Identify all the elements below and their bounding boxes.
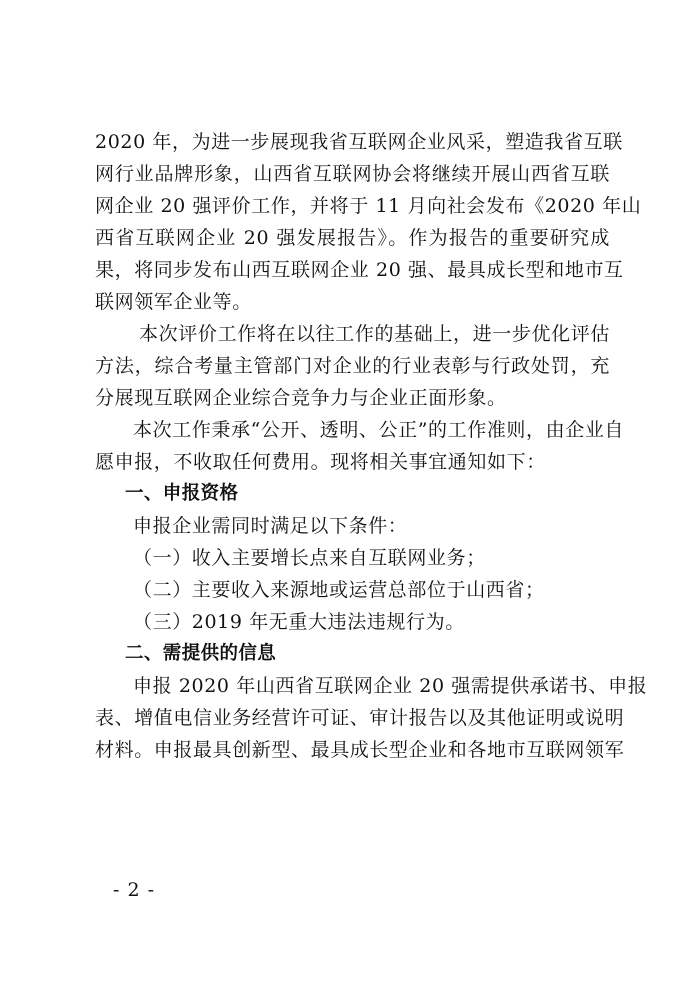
paragraph-line: 本次工作秉承“公开、透明、公正”的工作准则，由企业自: [133, 419, 625, 441]
list-item: （三）2019 年无重大违法违规行为。: [133, 611, 465, 633]
document-body: [95, 126, 648, 766]
page-number: - 2 -: [113, 879, 156, 901]
list-item: （一）收入主要增长点来自互联网业务；: [133, 547, 486, 569]
paragraph-line: 方法，综合考量主管部门对企业的行业表彰与行政处罚，充: [95, 355, 610, 377]
list-item: （二）主要收入来源地或运营总部位于山西省；: [133, 579, 545, 601]
paragraph-line: 表、增值电信业务经营许可证、审计报告以及其他证明或说明: [95, 707, 625, 729]
paragraph-line: 2020 年，为进一步展现我省互联网企业风采，塑造我省互联: [95, 131, 623, 153]
paragraph-line: 网行业品牌形象，山西省互联网协会将继续开展山西省互联: [95, 163, 610, 185]
section-heading: 二、需提供的信息: [125, 643, 277, 664]
paragraph-line: 网企业 20 强评价工作，并将于 11 月向社会发布《2020 年山: [95, 195, 642, 217]
paragraph-line: 申报企业需同时满足以下条件：: [133, 515, 408, 537]
paragraph-line: 愿申报，不收取任何费用。现将相关事宜通知如下：: [95, 451, 546, 473]
section-heading: 一、申报资格: [125, 483, 239, 504]
paragraph-line: 本次评价工作将在以往工作的基础上，进一步优化评估: [139, 323, 610, 345]
paragraph-line: 联网领军企业等。: [95, 291, 252, 313]
paragraph-line: 果，将同步发布山西互联网企业 20 强、最具成长型和地市互: [95, 259, 624, 281]
paragraph-line: 申报 2020 年山西省互联网企业 20 强需提供承诺书、申报: [133, 675, 648, 697]
paragraph-line: 材料。申报最具创新型、最具成长型企业和各地市互联网领军: [95, 739, 625, 761]
paragraph-line: 分展现互联网企业综合竞争力与企业正面形象。: [95, 387, 507, 409]
paragraph-line: 西省互联网企业 20 强发展报告》。作为报告的重要研究成: [95, 227, 610, 249]
